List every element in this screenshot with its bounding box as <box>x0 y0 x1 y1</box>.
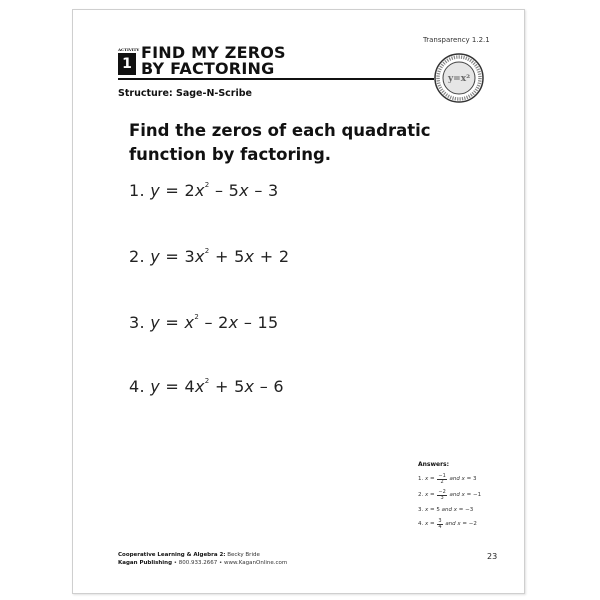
svg-text:y=x²: y=x² <box>447 74 471 84</box>
answers-heading: Answers: <box>418 461 450 468</box>
answer-4: 4. x = $\frac{3}{4}$ and x = −2 <box>418 517 477 530</box>
instructions: Find the zeros of each quadratic function by factoring. <box>129 121 431 164</box>
answer-key <box>418 461 498 532</box>
page-number: 23 <box>487 552 498 561</box>
title-line-1: FIND MY ZEROS <box>141 43 286 62</box>
problem-4: 4. $y = 4x^2 + 5x - 6$ <box>129 377 284 396</box>
polynomials-seal-icon <box>433 52 485 104</box>
footer-line-1: Cooperative Learning & Algebra 2: Becky Bride <box>118 552 260 558</box>
title-rule <box>118 78 434 80</box>
activity-number: 1 <box>118 53 136 75</box>
page-title <box>141 45 286 77</box>
problem-2: 2. $y = 3x^2 + 5x + 2$ <box>129 247 290 266</box>
answer-2: 2. x = $\frac{-2}{3}$ and x = −1 <box>418 488 482 501</box>
footer-line-2: Kagan Publishing • 800.933.2667 • www.KaganOnline.com <box>118 560 288 566</box>
transparency-label: Transparency 1.2.1 <box>423 36 490 44</box>
answer-1: 1. x = $\frac{-1}{2}$ and x = 3 <box>418 472 477 485</box>
title-line-2: BY FACTORING <box>141 59 275 78</box>
footer-credits <box>118 551 287 567</box>
activity-label: ACTIVITY <box>118 47 140 52</box>
problem-3: 3. $y = x^2 - 2x - 15$ <box>129 313 279 332</box>
structure-label: Structure: Sage-N-Scribe <box>118 88 252 99</box>
activity-badge <box>118 47 140 77</box>
problem-1: 1. $y = 2x^2 - 5x - 3$ <box>129 181 279 200</box>
answer-3: 3. x = 5 and x = −3 <box>418 506 474 513</box>
